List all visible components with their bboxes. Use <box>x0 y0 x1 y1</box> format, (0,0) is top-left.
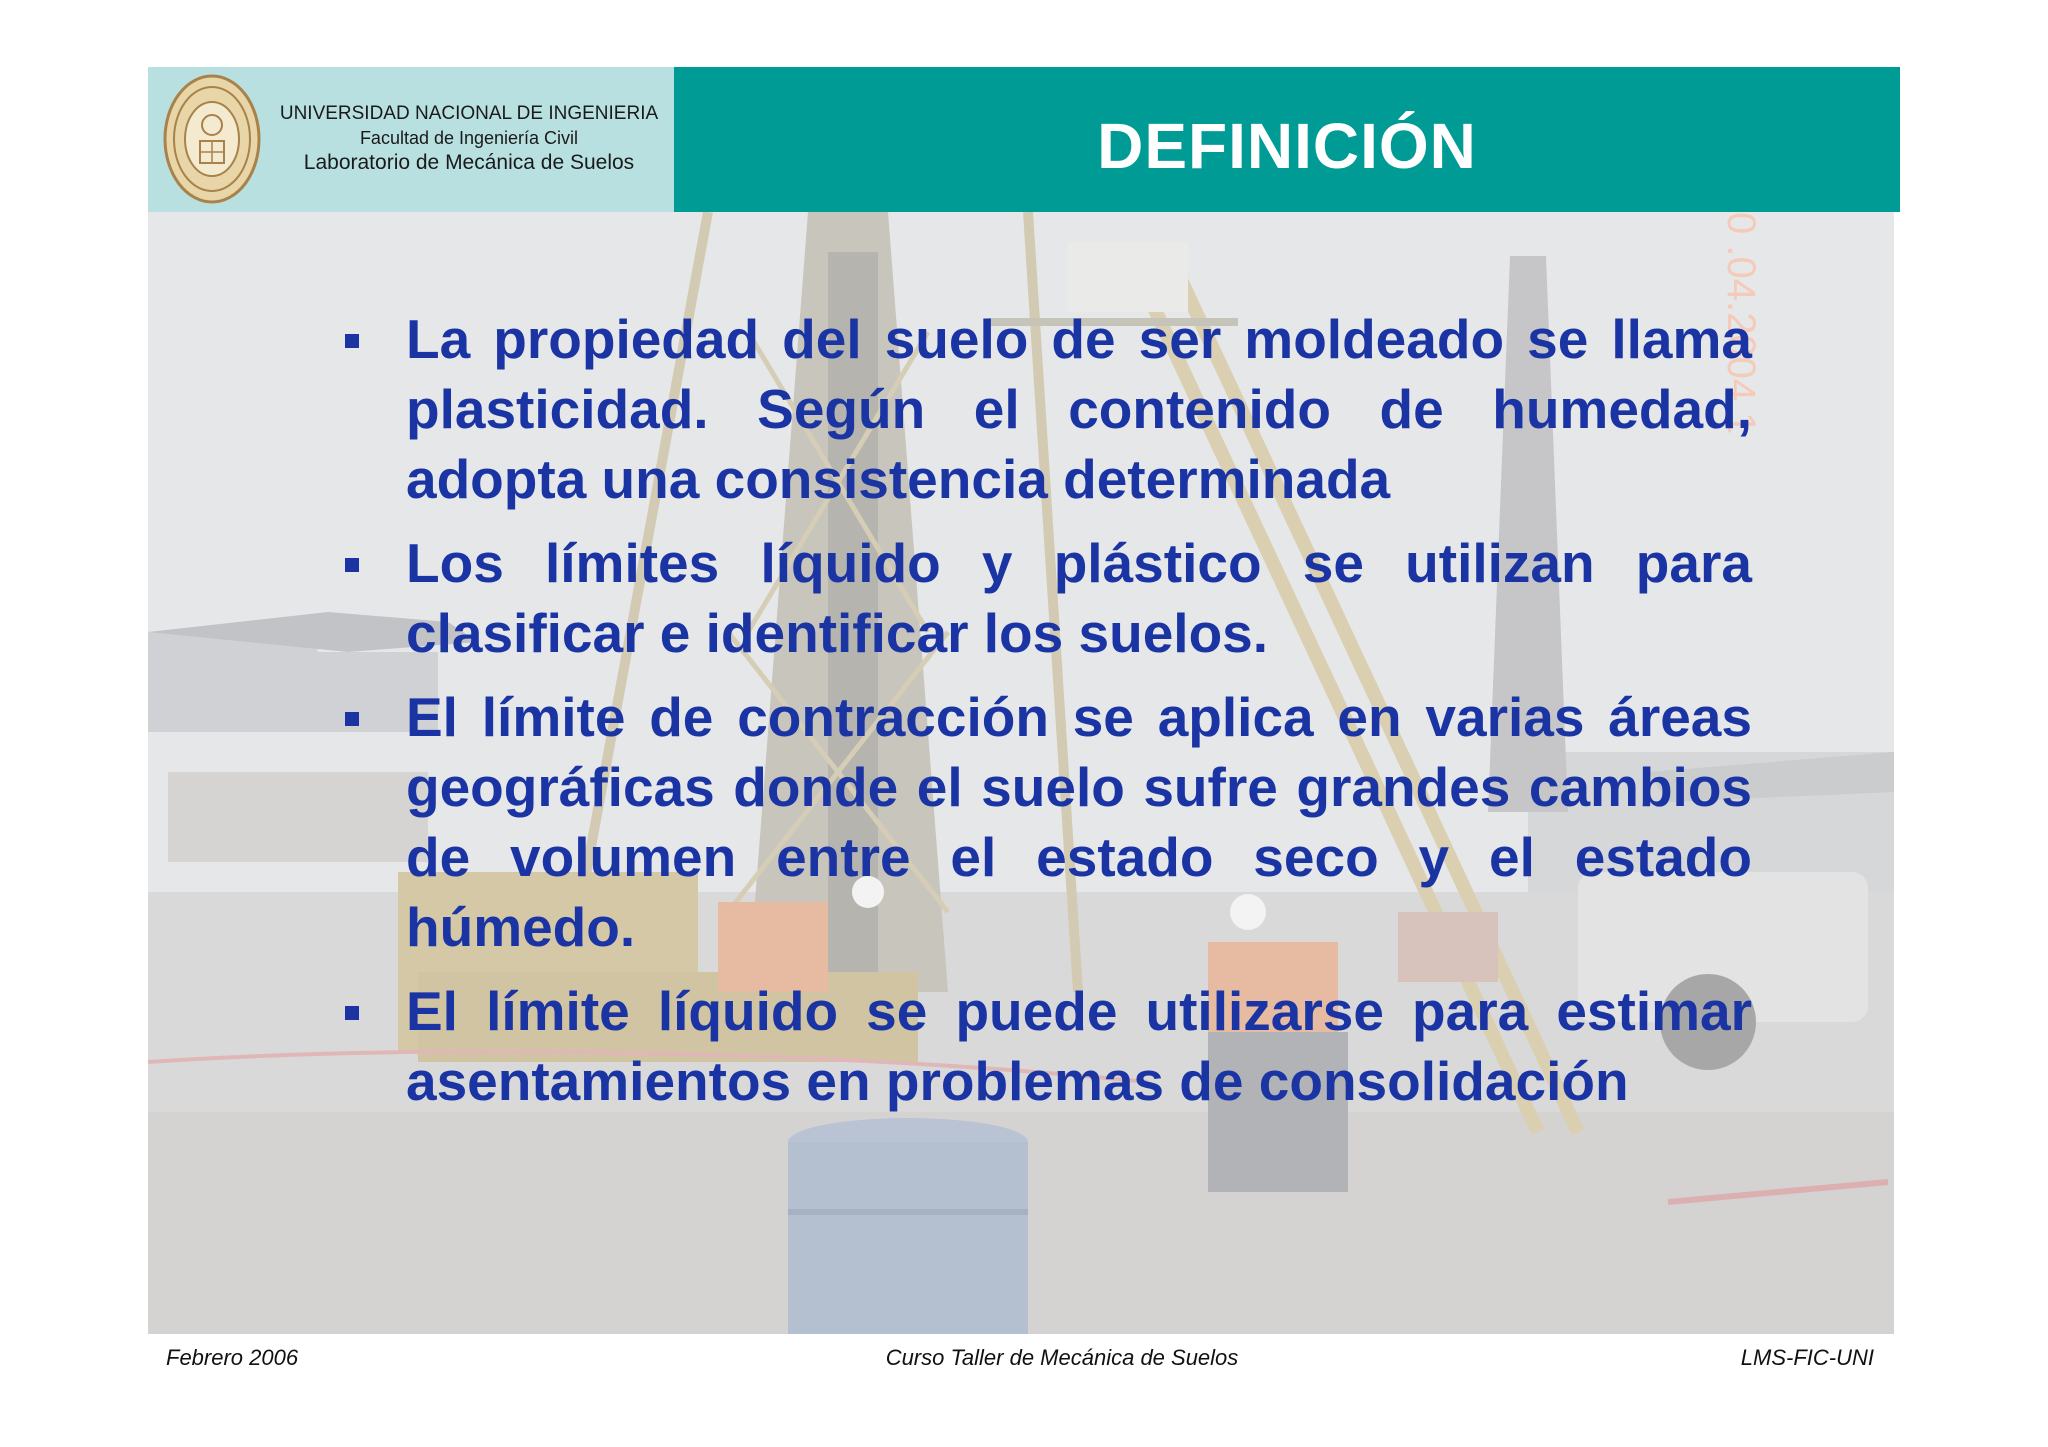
laboratory-name: Laboratorio de Mecánica de Suelos <box>303 151 635 174</box>
bullet-text: Los límites líquido y plástico se utilizan para clasificar e identificar los suelos. <box>406 532 1752 664</box>
bullet-list <box>340 304 1752 1116</box>
footer-course-name: Curso Taller de Mecánica de Suelos <box>885 1345 1239 1370</box>
footer-date: Febrero 2006 <box>166 1345 299 1370</box>
title-band <box>674 67 1900 212</box>
bullet-text: El límite líquido se puede utilizarse para estimar asentamientos en problemas de consolidación <box>406 980 1752 1112</box>
list-item <box>340 304 1752 514</box>
photo-date-stamp: 0 .04.2004 1 <box>1719 212 1763 435</box>
list-item <box>340 976 1752 1116</box>
bullet-square-icon <box>345 558 359 572</box>
header-logo-band <box>148 67 674 212</box>
university-seal-icon <box>162 73 262 206</box>
bullet-square-icon <box>345 712 359 726</box>
page-title: DEFINICIÓN <box>1097 110 1477 182</box>
bullet-square-icon <box>345 334 359 348</box>
bullet-square-icon <box>345 1006 359 1020</box>
institution-name: UNIVERSIDAD NACIONAL DE INGENIERIA <box>279 103 659 124</box>
list-item <box>340 682 1752 962</box>
faculty-name: Facultad de Ingeniería Civil <box>359 128 579 148</box>
list-item <box>340 528 1752 668</box>
bullet-text: El límite de contracción se aplica en varias áreas geográficas donde el suelo sufre grandes cambios de volumen entre el estado seco y el estado húmedo. <box>406 686 1752 958</box>
bullet-text: La propiedad del suelo de ser moldeado se llama plasticidad. Según el contenido de humedad, adopta una consistencia determinada <box>406 308 1752 510</box>
footer-code: LMS-FIC-UNI <box>1740 1345 1874 1370</box>
